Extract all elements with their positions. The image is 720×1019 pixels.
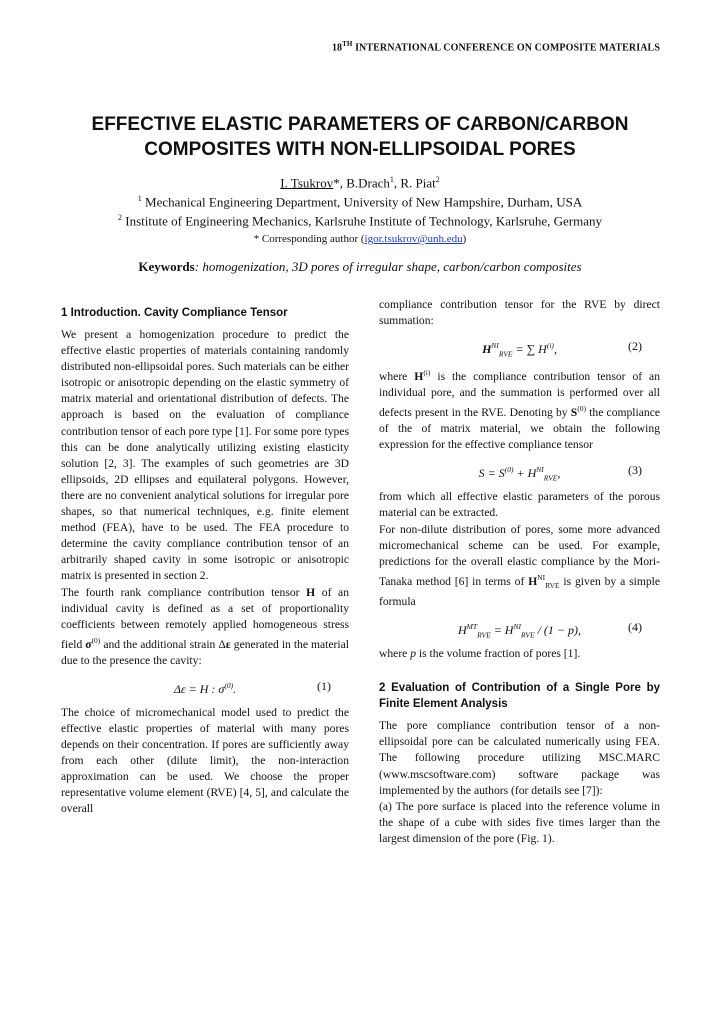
left-column: [61, 305, 349, 817]
paragraph: compliance contribution tensor for the RVE by direct summation:: [379, 298, 660, 328]
equation-2: $H^{NI}_{RVE}$ = ∑ $H^{(i)}$, (2): [482, 339, 642, 359]
authors: I. Tsukrov*, B.Drach$^1$, R. Piat$^2$: [280, 175, 440, 191]
right-column: [379, 297, 660, 847]
title-line-1: EFFECTIVE ELASTIC PARAMETERS OF CARBON/CARBON: [91, 114, 629, 135]
conference-header: 18TH INTERNATIONAL CONFERENCE ON COMPOSITE MATERIALS: [331, 40, 660, 54]
paragraph: from which all effective elastic parameters of the porous material can be extracted.: [379, 490, 660, 520]
paragraph: We present a homogenization procedure to predict the effective elastic properties of materials containing randomly distributed non-ellipsoidal pores. Such materials can be either isotropic or anisotropic depending on the elastic symmetry of matrix material and orientational distribution of defects. The approach is based on the evaluation of compliance contribution tensor of each pore type [1]. For some pore types this can be done analytically utilizing existing elasticity solution [2, 3]. The examples of such geometries are 3D ellipsoids, 2D ellipses and equilateral polygons. However, there are no convenient analytical solutions for irregular pore shapes, so that numerical techniques, e.g. finite element method (FEA), have to be used. The FEA procedure to determine the cavity compliance contribution tensor of an arbitrarily shaped cavity in some isotropic or anisotropic matrix is presented in section 2.: [61, 328, 349, 583]
paragraph: The pore compliance contribution tensor of a non-ellipsoidal pore can be calculated numerically using FEA. The following procedure utilizing MSC.MARC (www.mscsoftware.com) software package was implemented by the authors (for details see [7]):: [379, 719, 660, 797]
affiliation-2: $^2$ Institute of Engineering Mechanics, Karlsruhe Institute of Technology, Karlsruhe, Germany: [118, 213, 602, 229]
email-link[interactable]: igor.tsukrov@unh.edu: [364, 233, 463, 245]
paper-title: [40, 112, 680, 162]
corresponding-author: * Corresponding author (igor.tsukrov@unh.edu): [253, 233, 467, 245]
paragraph: The choice of micromechanical model used to predict the effective elastic properties of material with many pores depends on their concentration. If pores are sufficiently away from each other (dilute limit), the non-interaction approximation can be used. We choose the proper representative volume element (RVE) [4, 5], and calculate the overall: [61, 705, 349, 816]
paragraph: where $H^{(i)}$ is the compliance contribution tensor of an individual pore, and the summation is performed over all defects present in the RVE. Denoting by $S^{(0)}$ the compliance of the of matrix material, we obtain the following expression for the effective compliance tensor: [379, 368, 660, 452]
title-line-2: COMPOSITES WITH NON-ELLIPSOIDAL PORES: [144, 139, 576, 160]
paragraph: where p is the volume fraction of pores [1].: [379, 647, 581, 661]
equation-1: Δε = H : $\sigma^{(0)}$. (1): [173, 678, 331, 696]
section-1-heading: 1 Introduction. Cavity Compliance Tensor: [61, 307, 288, 319]
affiliation-1: $^1$ Mechanical Engineering Department, University of New Hampshire, Durham, USA: [137, 194, 583, 210]
paragraph: (a) The pore surface is placed into the reference volume in the shape of a cube with sides five times larger than the largest dimension of the pore (Fig. 1).: [379, 799, 660, 845]
equation-3: $S = S^{(0)} + H^{NI}_{RVE}$, (3): [478, 463, 642, 483]
keywords: Keywords: homogenization, 3D pores of irregular shape, carbon/carbon composites: [138, 259, 582, 274]
paragraph: The fourth rank compliance contribution tensor H of an individual cavity is defined as a set of proportionality coefficients between remotely applied homogeneous stress field $\sigma^{(0)}$ and the additional strain Δε generated in the material due to the presence the cavity:: [61, 585, 349, 667]
section-2-heading: 2 Evaluation of Contribution of a Single Pore by Finite Element Analysis: [379, 682, 660, 711]
author-tsukrov: I. Tsukrov: [280, 175, 334, 191]
paragraph: For non-dilute distribution of pores, some more advanced micromechanical scheme can be used. For example, predictions for the overall elastic compliance by the Mori-Tanaka method [6] in terms of $H^{NI}_{RVE}$ is given by a simple formula: [379, 522, 661, 609]
equation-4: $H^{MT}_{RVE} = H^{NI}_{RVE} / (1 - p)$, (4): [457, 620, 642, 640]
